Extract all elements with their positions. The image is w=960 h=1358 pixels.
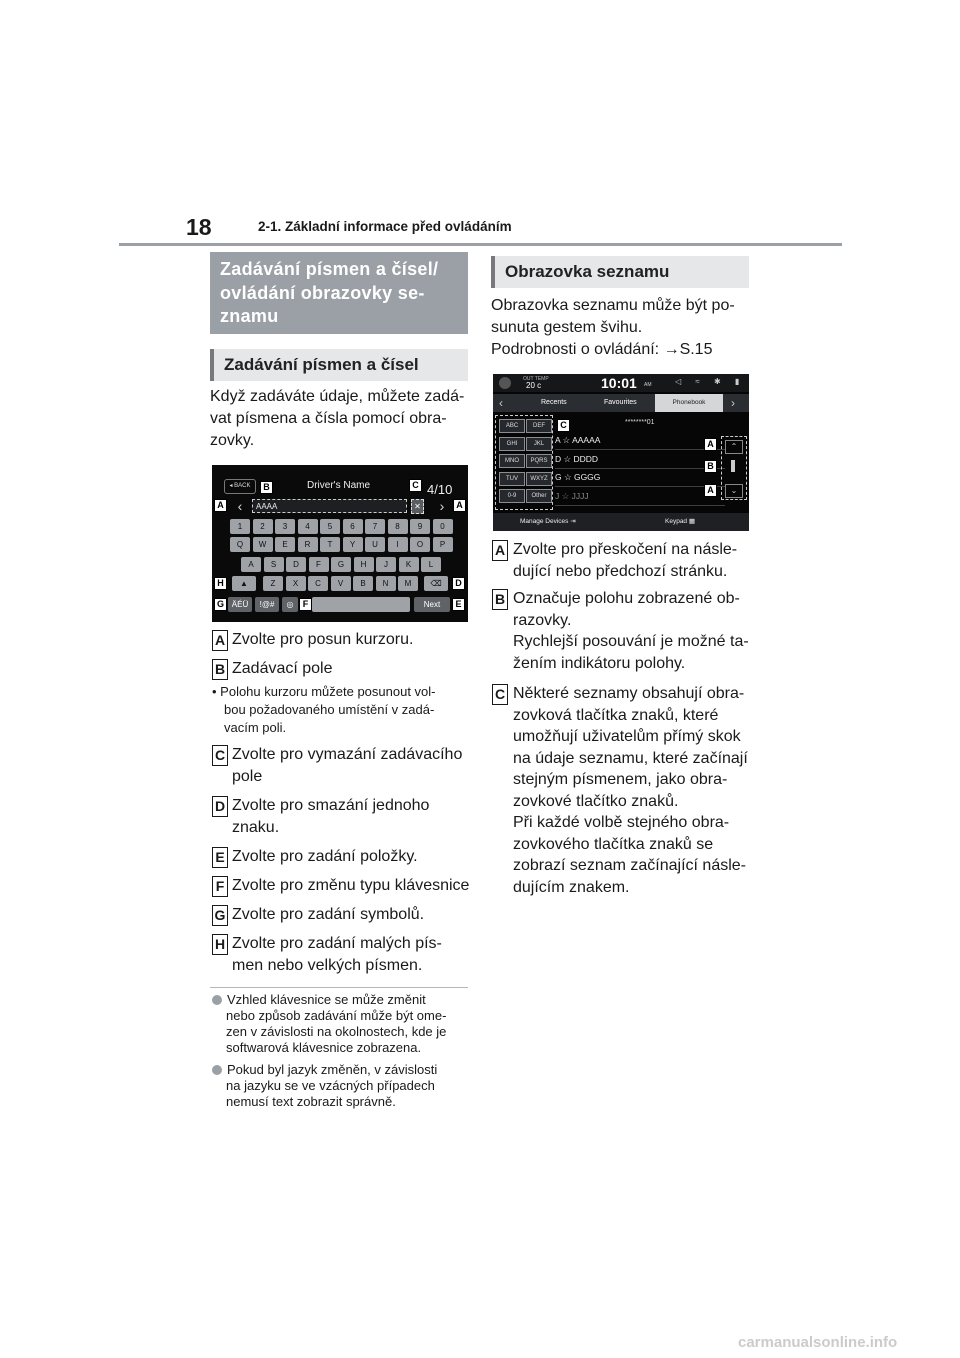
item-line: zovkové tlačítko znaků.	[513, 792, 679, 810]
status-icons: ◁ ≈ ✱ ▮	[675, 377, 746, 386]
item-line: Zvolte pro vymazání zadávacího	[232, 746, 463, 763]
contact-row: A ☆ AAAAA	[555, 432, 725, 450]
backspace-key: ⌫	[424, 576, 448, 591]
index-key: WXYZ	[526, 472, 552, 486]
subnote-line: • Polohu kurzoru můžete posunout vol-	[212, 684, 436, 699]
item-line: Zvolte pro posun kurzoru.	[232, 631, 414, 648]
number-key: 7	[365, 519, 385, 534]
item-line: Zvolte pro zadání položky.	[232, 848, 418, 865]
intro-line: Když zadáváte údaje, můžete zadá-	[210, 388, 465, 405]
letter-key: Q	[230, 537, 250, 552]
keyboard-screen-image	[212, 465, 468, 622]
subnote-line: bou požadovaného umístění v zadá-	[224, 702, 435, 717]
label-a-top: A	[704, 438, 717, 451]
section-heading-line: ovládání obrazovky se-	[220, 282, 425, 303]
letter-key: A	[241, 557, 261, 572]
clock-ampm: AM	[644, 382, 652, 388]
letter-key: G	[331, 557, 351, 572]
subnote-line: vacím poli.	[224, 720, 287, 735]
label-g: G	[214, 598, 227, 611]
item-c-text	[232, 744, 472, 787]
char-counter: 4/10	[427, 482, 453, 497]
number-key: 1	[230, 519, 250, 534]
note-1: Vzhled klávesnice se může změnit nebo způsob zadávání může být ome- zen v závislosti na okolnostech, kde je softwarová klávesnice zobrazena.	[212, 992, 472, 1056]
item-line: Některé seznamy obsahují obra-	[513, 685, 745, 702]
scroll-down-icon: ⌄	[725, 484, 743, 498]
input-field	[252, 499, 407, 513]
item-a-text	[513, 539, 758, 582]
number-key: 0	[433, 519, 453, 534]
note-2: Pokud byl jazyk změněn, v závislosti na jazyku se ve vzácných případech nemusí text zobrazit správně.	[212, 1062, 472, 1110]
symbol-mode-key: !@#	[255, 597, 279, 612]
badge-b: B	[212, 659, 228, 680]
label-h: H	[214, 577, 227, 590]
keypad: Keypad ▦	[665, 518, 695, 525]
item-line: umožňují uživatelům přímý skok	[513, 728, 741, 745]
b-subnote	[212, 683, 468, 737]
globe-key: ◎	[282, 597, 298, 612]
item-line: zovkového tlačítka znaků se	[513, 835, 714, 853]
shift-key: ▲	[232, 576, 256, 591]
letter-key: W	[253, 537, 273, 552]
item-f-text	[232, 875, 472, 897]
letter-key: C	[308, 576, 328, 591]
item-h-text	[232, 933, 472, 976]
badge-c: C	[492, 684, 508, 705]
contact-row: J ☆ JJJJ	[555, 488, 725, 506]
out-temp-value: 20 c	[526, 381, 542, 390]
tab-prev-icon: ‹	[499, 396, 503, 410]
item-line: Zvolte pro přeskočení na násle-	[513, 541, 738, 558]
keyboard-title: Driver's Name	[307, 480, 371, 491]
letter-key: D	[286, 557, 306, 572]
item-d-text	[232, 795, 472, 838]
section-heading-line: znamu	[220, 306, 279, 326]
letter-key: B	[353, 576, 373, 591]
index-key: DEF	[526, 419, 552, 433]
item-line: dujícím znakem.	[513, 878, 630, 896]
label-a-left: A	[214, 499, 227, 512]
letter-key: Y	[343, 537, 363, 552]
letter-key: K	[399, 557, 419, 572]
item-line: Zvolte pro zadání malých pís-	[232, 935, 442, 952]
label-a-bottom: A	[704, 484, 717, 497]
item-b-text	[513, 588, 758, 674]
cursor-left-icon: ‹	[237, 498, 243, 514]
index-key: TUV	[499, 472, 525, 486]
badge-a: A	[212, 630, 228, 651]
badge-c: C	[212, 745, 228, 766]
contact-row: G ☆ GGGG	[555, 469, 725, 487]
item-line: Zvolte pro změnu typu klávesnice	[232, 877, 470, 894]
out-temp-label: OUT TEMP	[523, 376, 549, 382]
scroll-up-icon: ⌃	[725, 440, 743, 454]
number-key: 3	[275, 519, 295, 534]
index-key: ABC	[499, 419, 525, 433]
back-button: ◂ BACK	[224, 479, 256, 494]
number-key: 8	[388, 519, 408, 534]
letter-key: M	[398, 576, 418, 591]
tab-favourites: Favourites	[604, 399, 637, 406]
number-key: 9	[410, 519, 430, 534]
item-line: pole	[232, 767, 263, 785]
letter-key: N	[376, 576, 396, 591]
index-key: Other	[526, 489, 552, 503]
intro-line: Obrazovka seznamu může být po-	[491, 297, 735, 314]
right-subsection-text: Obrazovka seznamu	[505, 262, 670, 281]
item-line: zovková tlačítka znaků, které	[513, 706, 719, 724]
number-key: 4	[298, 519, 318, 534]
letter-key: P	[433, 537, 453, 552]
letter-key: Z	[263, 576, 283, 591]
number-key: 5	[320, 519, 340, 534]
subsection-heading	[210, 349, 468, 381]
space-key	[312, 597, 410, 612]
label-b: B	[704, 460, 717, 473]
item-line: Označuje polohu zobrazené ob-	[513, 590, 740, 607]
right-intro	[491, 295, 753, 361]
index-key: 0-9	[499, 489, 525, 503]
letter-key: I	[388, 537, 408, 552]
label-d: D	[452, 577, 465, 590]
item-line: Zvolte pro zadání symbolů.	[232, 906, 425, 923]
index-key: PQRS	[526, 454, 552, 468]
label-f: F	[299, 598, 312, 611]
item-line: men nebo velkých písmen.	[232, 956, 423, 974]
notes-divider	[210, 987, 468, 988]
section-heading-line: Zadávání písmen a čísel/	[220, 259, 439, 279]
watermark: carmanualsonline.info	[738, 1334, 898, 1351]
item-c-text	[513, 683, 758, 898]
intro-paragraph	[210, 386, 468, 452]
item-line: Rychlejší posouvání je možné ta-	[513, 633, 749, 650]
letter-key: O	[410, 537, 430, 552]
badge-a: A	[492, 540, 508, 561]
item-line: Zvolte pro smazání jednoho	[232, 797, 430, 814]
letter-key: F	[309, 557, 329, 572]
badge-g: G	[212, 905, 228, 926]
intro-line: zovky.	[210, 432, 255, 449]
label-b: B	[260, 481, 273, 494]
subsection-heading-text: Zadávání písmen a čísel	[224, 355, 419, 374]
label-e: E	[452, 598, 465, 611]
tab-next-icon: ›	[731, 396, 735, 410]
accent-mode-key: ÄÉÜ	[228, 597, 252, 612]
letter-key: R	[298, 537, 318, 552]
next-key: Next	[414, 597, 450, 612]
intro-line: Podrobnosti o ovládání: →S.15	[491, 341, 713, 358]
letter-key: H	[354, 557, 374, 572]
index-key: JKL	[526, 437, 552, 451]
letter-key: E	[275, 537, 295, 552]
letter-key: L	[421, 557, 441, 572]
label-c: C	[557, 419, 570, 432]
intro-line: vat písmena a čísla pomocí obra-	[210, 410, 447, 427]
item-line: zobrazí seznam začínající násle-	[513, 857, 746, 874]
section-heading-box	[210, 252, 468, 334]
car-icon	[499, 377, 511, 389]
badge-f: F	[212, 876, 228, 897]
masked-number: ********01	[625, 419, 655, 426]
item-line: na údaje seznamu, které začínají	[513, 749, 748, 767]
item-line: žením indikátoru polohy.	[513, 654, 686, 672]
note-bullet-icon	[212, 1065, 222, 1075]
item-line: dující nebo předchozí stránku.	[513, 562, 728, 580]
item-e-text	[232, 846, 472, 868]
item-line: stejným písmenem, jako obra-	[513, 771, 728, 788]
badge-e: E	[212, 847, 228, 868]
input-value: AAAA	[256, 502, 278, 511]
letter-key: T	[320, 537, 340, 552]
section-title: 2-1. Základní informace před ovládáním	[258, 219, 512, 234]
letter-key: X	[286, 576, 306, 591]
tab-phonebook: Phonebook	[655, 394, 723, 412]
index-key: GHI	[499, 437, 525, 451]
letter-key: V	[331, 576, 351, 591]
number-key: 6	[343, 519, 363, 534]
header-divider	[119, 243, 842, 246]
number-key: 2	[253, 519, 273, 534]
item-a-text	[232, 629, 472, 651]
item-line: znaku.	[232, 818, 280, 836]
note-bullet-icon	[212, 995, 222, 1005]
tab-recents: Recents	[541, 399, 567, 406]
letter-key: U	[365, 537, 385, 552]
page-number: 18	[186, 214, 212, 240]
clear-field-icon: ✕	[411, 499, 424, 514]
item-line: Zadávací pole	[232, 660, 333, 677]
item-g-text	[232, 904, 472, 926]
badge-d: D	[212, 796, 228, 817]
clock: 10:01	[601, 375, 637, 391]
cursor-right-icon: ›	[439, 498, 445, 514]
manage-devices: Manage Devices ⇥	[520, 518, 576, 525]
index-key: MNO	[499, 454, 525, 468]
letter-key: S	[264, 557, 284, 572]
label-c: C	[409, 479, 422, 492]
label-a-right: A	[453, 499, 466, 512]
letter-key: J	[376, 557, 396, 572]
contact-row: D ☆ DDDD	[555, 451, 725, 469]
item-b-text	[232, 658, 472, 680]
item-line: Při každé volbě stejného obra-	[513, 814, 730, 831]
badge-h: H	[212, 934, 228, 955]
badge-b: B	[492, 589, 508, 610]
scroll-indicator	[731, 460, 735, 472]
right-subsection-heading	[491, 256, 749, 288]
intro-line: sunuta gestem švihu.	[491, 319, 643, 336]
list-screen-image	[493, 374, 749, 531]
item-line: razovky.	[513, 611, 572, 629]
